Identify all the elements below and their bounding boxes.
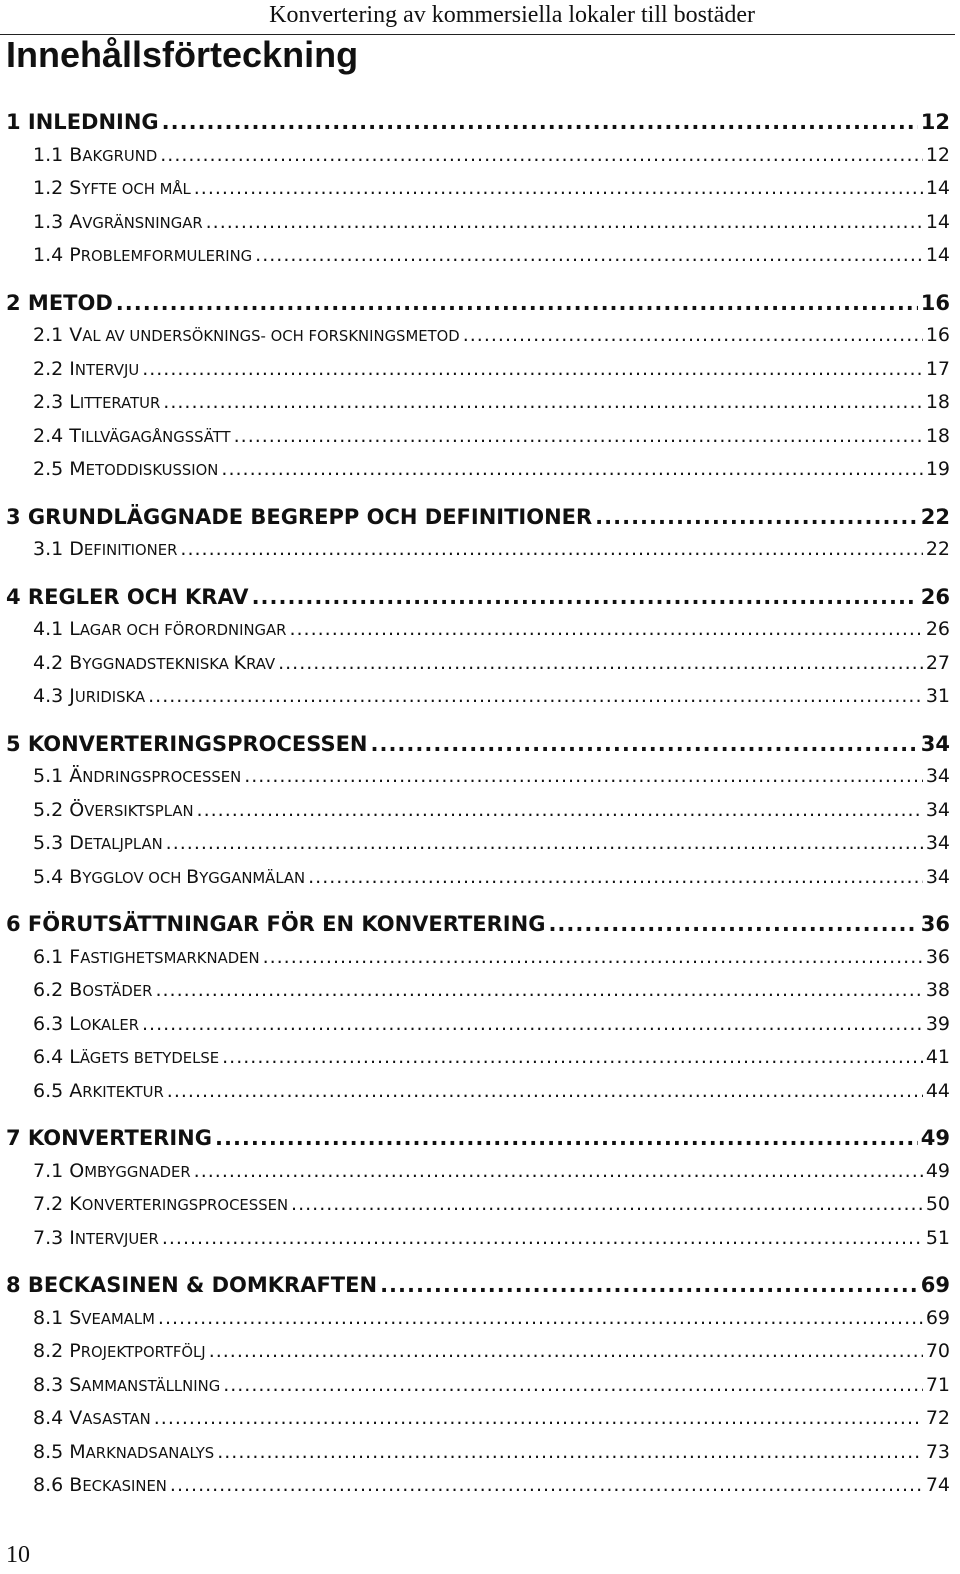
toc-section-entry[interactable]: [0, 458, 950, 488]
toc-entry-label: 8.6 BECKASINEN: [33, 1474, 167, 1496]
toc-page-number: 19: [925, 458, 950, 480]
toc-page-number: 41: [925, 1046, 950, 1068]
toc-page-number: 74: [925, 1474, 950, 1496]
toc-entry-label: 6.5 ARKITEKTUR: [33, 1080, 164, 1102]
toc-dot-leader: [289, 618, 922, 640]
toc-section-entry[interactable]: [0, 425, 950, 455]
toc-section-entry[interactable]: [0, 1013, 950, 1043]
page-title: Innehållsförteckning: [6, 34, 359, 75]
toc-page-number: 22: [920, 505, 950, 529]
toc-page-number: 34: [925, 765, 950, 787]
toc-entry-label: 1 INLEDNING: [6, 110, 159, 134]
toc-section-entry[interactable]: [0, 1407, 950, 1437]
toc-entry-label: 3 GRUNDLÄGGNADE BEGREPP OCH DEFINITIONER: [6, 505, 593, 529]
toc-page-number: 14: [925, 177, 950, 199]
toc-section-entry[interactable]: [0, 765, 950, 795]
toc-entry-label: 4.3 JURIDISKA: [33, 685, 146, 707]
toc-entry-label: 6.1 FASTIGHETSMARKNADEN: [33, 946, 260, 968]
toc-page-number: 31: [925, 685, 950, 707]
toc-chapter-entry[interactable]: [0, 505, 950, 535]
toc-section-entry[interactable]: [0, 1080, 950, 1110]
toc-page-number: 36: [920, 912, 950, 936]
toc-entry-label: 8.1 SVEAMALM: [33, 1307, 155, 1329]
toc-chapter-entry[interactable]: [0, 732, 950, 762]
toc-dot-leader: [371, 732, 918, 756]
toc-page-number: 44: [925, 1080, 950, 1102]
toc-dot-leader: [215, 1126, 918, 1150]
toc-page-number: 38: [925, 979, 950, 1001]
toc-page-number: 49: [925, 1160, 950, 1182]
toc-entry-label: 2.4 TILLVÄGAGÅNGSSÄTT: [33, 425, 231, 447]
toc-dot-leader: [167, 1080, 923, 1102]
toc-section-entry[interactable]: [0, 1227, 950, 1257]
toc-page-number: 49: [920, 1126, 950, 1150]
toc-chapter-entry[interactable]: [0, 110, 950, 140]
toc-section-entry[interactable]: [0, 979, 950, 1009]
toc-dot-leader: [222, 1046, 923, 1068]
toc-page-number: 18: [925, 425, 950, 447]
toc-entry-label: 8 BECKASINEN & DOMKRAFTEN: [6, 1273, 378, 1297]
toc-entry-label: 7.1 OMBYGGNADER: [33, 1160, 191, 1182]
toc-dot-leader: [244, 765, 923, 787]
toc-section-entry[interactable]: [0, 1046, 950, 1076]
toc-page-number: 14: [925, 211, 950, 233]
toc-entry-label: 1.3 AVGRÄNSNINGAR: [33, 211, 203, 233]
toc-section-entry[interactable]: [0, 1340, 950, 1370]
toc-section-entry[interactable]: [0, 685, 950, 715]
toc-page-number: 16: [920, 291, 950, 315]
toc-section-entry[interactable]: [0, 244, 950, 274]
toc-entry-label: 2.2 INTERVJU: [33, 358, 140, 380]
toc-section-entry[interactable]: [0, 1193, 950, 1223]
toc-page-number: 39: [925, 1013, 950, 1035]
toc-entry-label: 2.5 METODDISKUSSION: [33, 458, 219, 480]
toc-section-entry[interactable]: [0, 866, 950, 896]
toc-page-number: 72: [925, 1407, 950, 1429]
toc-entry-label: 2 METOD: [6, 291, 113, 315]
toc-page-number: 71: [925, 1374, 950, 1396]
toc-entry-label: 1.1 BAKGRUND: [33, 144, 158, 166]
toc-section-entry[interactable]: [0, 1307, 950, 1337]
toc-section-entry[interactable]: [0, 324, 950, 354]
toc-dot-leader: [194, 177, 923, 199]
toc-dot-leader: [255, 244, 923, 266]
toc-dot-leader: [206, 211, 923, 233]
toc-chapter-entry[interactable]: [0, 291, 950, 321]
toc-entry-label: 2.3 LITTERATUR: [33, 391, 161, 413]
toc-page-number: 16: [925, 324, 950, 346]
toc-entry-label: 5.4 BYGGLOV OCH BYGGANMÄLAN: [33, 866, 306, 888]
toc-page-number: 50: [925, 1193, 950, 1215]
toc-page-number: 12: [925, 144, 950, 166]
toc-dot-leader: [223, 1374, 923, 1396]
toc-entry-label: 3.1 DEFINITIONER: [33, 538, 178, 560]
toc-dot-leader: [234, 425, 923, 447]
toc-section-entry[interactable]: [0, 946, 950, 976]
toc-entry-label: 5.1 ÄNDRINGSPROCESSEN: [33, 765, 242, 787]
toc-dot-leader: [155, 979, 922, 1001]
toc-page-number: 22: [925, 538, 950, 560]
toc-page-number: 34: [925, 799, 950, 821]
toc-section-entry[interactable]: [0, 1160, 950, 1190]
toc-dot-leader: [221, 458, 922, 480]
toc-page-number: 34: [920, 732, 950, 756]
toc-section-entry[interactable]: [0, 618, 950, 648]
toc-dot-leader: [263, 946, 923, 968]
toc-section-entry[interactable]: [0, 538, 950, 568]
toc-page-number: 36: [925, 946, 950, 968]
toc-dot-leader: [170, 1474, 923, 1496]
toc-chapter-entry[interactable]: [0, 585, 950, 615]
toc-page-number: 69: [925, 1307, 950, 1329]
toc-dot-leader: [166, 832, 923, 854]
toc-section-entry[interactable]: [0, 177, 950, 207]
toc-dot-leader: [180, 538, 922, 560]
toc-section-entry[interactable]: [0, 1374, 950, 1404]
toc-page-number: 34: [925, 866, 950, 888]
toc-entry-label: 6.3 LOKALER: [33, 1013, 140, 1035]
toc-page-number: 12: [920, 110, 950, 134]
toc-section-entry[interactable]: [0, 1441, 950, 1471]
toc-section-entry[interactable]: [0, 358, 950, 388]
toc-dot-leader: [116, 291, 918, 315]
toc-page-number: 27: [925, 652, 950, 674]
toc-entry-label: 8.5 MARKNADSANALYS: [33, 1441, 215, 1463]
toc-dot-leader: [160, 144, 923, 166]
toc-dot-leader: [595, 505, 918, 529]
toc-page-number: 18: [925, 391, 950, 413]
toc-entry-label: 8.3 SAMMANSTÄLLNING: [33, 1374, 221, 1396]
toc-dot-leader: [194, 1160, 923, 1182]
toc-section-entry[interactable]: [0, 652, 950, 682]
toc-page-number: 69: [920, 1273, 950, 1297]
toc-page-number: 73: [925, 1441, 950, 1463]
toc-dot-leader: [158, 1307, 923, 1329]
toc-entry-label: 5.3 DETALJPLAN: [33, 832, 163, 854]
toc-chapter-entry[interactable]: [0, 912, 950, 942]
toc-entry-label: 5 KONVERTERINGSPROCESSEN: [6, 732, 368, 756]
toc-page-number: 26: [920, 585, 950, 609]
toc-section-entry[interactable]: [0, 799, 950, 829]
toc-entry-label: 4.2 BYGGNADSTEKNISKA KRAV: [33, 652, 276, 674]
toc-entry-label: 8.4 VASASTAN: [33, 1407, 151, 1429]
toc-entry-label: 1.2 SYFTE OCH MÅL: [33, 177, 191, 199]
toc-section-entry[interactable]: [0, 391, 950, 421]
toc-page-number: 26: [925, 618, 950, 640]
toc-page-number: 17: [925, 358, 950, 380]
toc-dot-leader: [380, 1273, 918, 1297]
toc-chapter-entry[interactable]: [0, 1126, 950, 1156]
toc-dot-leader: [278, 652, 923, 674]
toc-dot-leader: [148, 685, 923, 707]
toc-page-number: 34: [925, 832, 950, 854]
toc-entry-label: 6.2 BOSTÄDER: [33, 979, 153, 1001]
toc-dot-leader: [252, 585, 918, 609]
toc-entry-label: 4 REGLER OCH KRAV: [6, 585, 249, 609]
toc-dot-leader: [548, 912, 917, 936]
toc-section-entry[interactable]: [0, 1474, 950, 1504]
toc-page-number: 14: [925, 244, 950, 266]
toc-dot-leader: [162, 1227, 923, 1249]
toc-entry-label: 5.2 ÖVERSIKTSPLAN: [33, 799, 194, 821]
toc-chapter-entry[interactable]: [0, 1273, 950, 1303]
toc-dot-leader: [197, 799, 923, 821]
toc-entry-label: 7.3 INTERVJUER: [33, 1227, 159, 1249]
toc-entry-label: 1.4 PROBLEMFORMULERING: [33, 244, 253, 266]
toc-dot-leader: [308, 866, 923, 888]
toc-dot-leader: [142, 358, 923, 380]
toc-entry-label: 2.1 VAL AV UNDERSÖKNINGS- OCH FORSKNINGSMETOD: [33, 324, 460, 346]
toc-section-entry[interactable]: [0, 211, 950, 241]
running-header: [0, 0, 955, 35]
toc-entry-label: 6 FÖRUTSÄTTNINGAR FÖR EN KONVERTERING: [6, 912, 546, 936]
toc-page-number: 51: [925, 1227, 950, 1249]
toc-dot-leader: [142, 1013, 923, 1035]
toc-dot-leader: [291, 1193, 923, 1215]
toc-page-number: 70: [925, 1340, 950, 1362]
toc-dot-leader: [162, 110, 918, 134]
toc-entry-label: 7.2 KONVERTERINGSPROCESSEN: [33, 1193, 289, 1215]
toc-section-entry[interactable]: [0, 832, 950, 862]
toc-dot-leader: [463, 324, 923, 346]
toc-section-entry[interactable]: [0, 144, 950, 174]
toc-dot-leader: [154, 1407, 923, 1429]
toc-dot-leader: [163, 391, 923, 413]
toc-dot-leader: [209, 1340, 923, 1362]
running-header-title: Konvertering av kommersiella lokaler till bostäder: [269, 2, 755, 28]
toc-entry-label: 8.2 PROJEKTPORTFÖLJ: [33, 1340, 206, 1362]
toc-entry-label: 4.1 LAGAR OCH FÖRORDNINGAR: [33, 618, 287, 640]
toc-entry-label: 6.4 LÄGETS BETYDELSE: [33, 1046, 220, 1068]
toc-entry-label: 7 KONVERTERING: [6, 1126, 212, 1150]
toc-dot-leader: [217, 1441, 923, 1463]
page-number: 10: [6, 1542, 30, 1568]
